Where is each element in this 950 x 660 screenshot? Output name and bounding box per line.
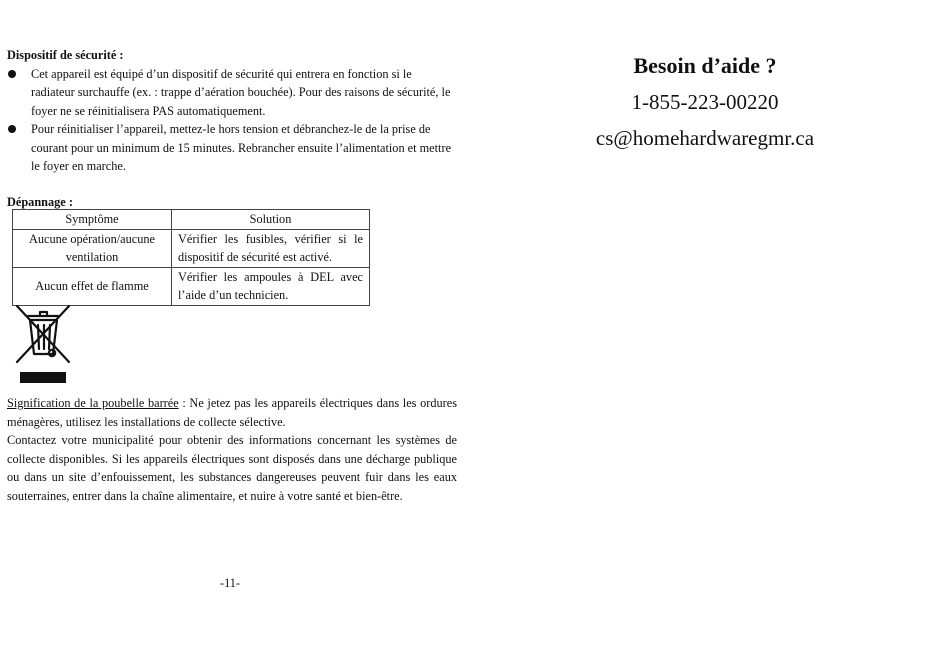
table-row: [13, 267, 370, 305]
bullet-icon: [8, 70, 16, 78]
safety-bullets: [7, 65, 457, 176]
troubleshooting-table: [12, 209, 370, 306]
help-phone: 1-855-223-00220: [631, 90, 779, 114]
solution-cell: Vérifier les fusibles, vérifier si le dispositif de sécurité est activé.: [172, 229, 370, 267]
black-bar: [20, 372, 66, 383]
left-column: [7, 46, 457, 302]
table-header-row: [13, 210, 370, 230]
weee-heading: Signification de la poubelle barrée: [7, 396, 179, 410]
symptom-cell: Aucune opération/aucune ventilation: [13, 229, 172, 267]
weee-section: [7, 394, 457, 505]
help-title: Besoin d’aide ?: [633, 53, 777, 78]
column-header: Symptôme: [13, 210, 172, 230]
help-email: cs@homehardwaregmr.ca: [595, 126, 815, 150]
column-header: Solution: [172, 210, 370, 230]
troubleshooting-title: Dépannage :: [7, 195, 73, 209]
solution-cell: Vérifier les ampoules à DEL avec l’aide d’un technicien.: [172, 267, 370, 305]
safety-bullet: [7, 65, 457, 121]
weee-intro: [7, 394, 457, 431]
table-row: [13, 229, 370, 267]
bullet-icon: [8, 125, 16, 133]
safety-bullet: [7, 120, 457, 176]
safety-bullet-text: Pour réinitialiser l’appareil, mettez-le hors tension et débranchez-le de la prise de courant pour un minimum de 15 minutes. Rebrancher ensuite l’alimentation et mettre le foyer en marche.: [31, 122, 452, 173]
crossed-out-bin-icon: [14, 304, 72, 364]
weee-intro-text: : Ne jetez pas les appareils électriques dans les ordures ménagères, utilisez les installations de collecte sélective.: [7, 396, 458, 429]
safety-title: Dispositif de sécurité :: [7, 48, 124, 62]
page-number: -11-: [220, 576, 241, 590]
help-box: [580, 50, 830, 156]
weee-paragraph: Contactez votre municipalité pour obtenir des informations concernant les systèmes de collecte disponibles. Si les appareils électriques sont disposés dans une décharge publique ou dans un site d’enfouissement, les substances dangereuses peuvent fuir dans les eaux souterraines, entrer dans la chaîne alimentaire, et nuire à votre santé et bien-être.: [7, 433, 457, 503]
symptom-cell: Aucun effet de flamme: [13, 267, 172, 305]
safety-bullet-text: Cet appareil est équipé d’un dispositif de sécurité qui entrera en fonction si le radiateur surchauffe (ex. : trappe d’aération bouchée). Pour des raisons de sécurité, le foyer ne se réinitialisera PAS automatiquement.: [31, 66, 451, 118]
